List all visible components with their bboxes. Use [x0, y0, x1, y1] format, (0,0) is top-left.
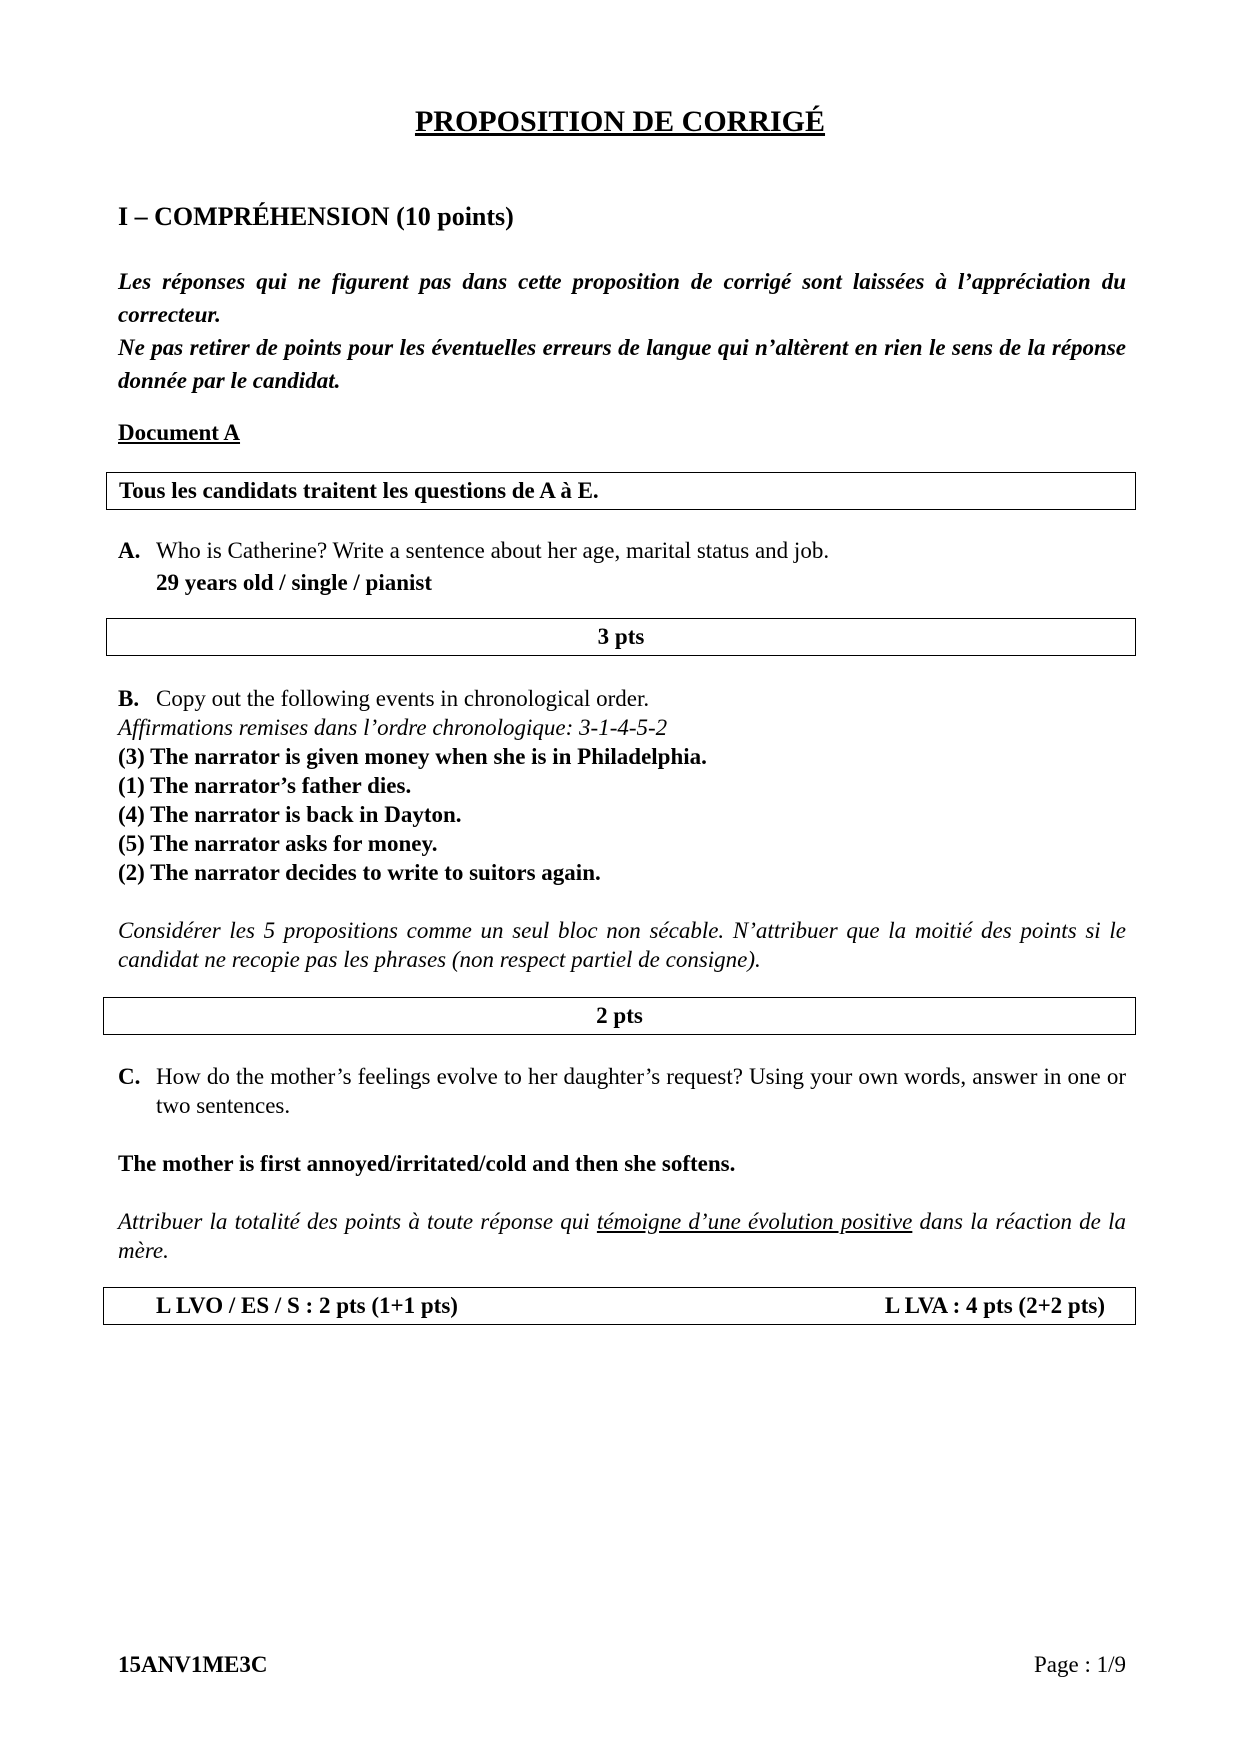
document-heading: Document A — [118, 420, 241, 445]
question-b-order-note: Affirmations remises dans l’ordre chronologique: 3-1-4-5-2 — [118, 715, 668, 740]
question-c-text: How do the mother’s feelings evolve to her daughter’s request? Using your own words, answer in one or two sentences. — [156, 1064, 1126, 1118]
question-c-letter: C. — [118, 1064, 141, 1089]
question-b-points: 2 pts — [103, 997, 1136, 1035]
points-lvo-es-s: L LVO / ES / S : 2 pts (1+1 pts) — [156, 1293, 458, 1318]
question-c-answer: The mother is first annoyed/irritated/cold and then she softens. — [118, 1151, 736, 1176]
event-item: (2) The narrator decides to write to suitors again. — [118, 860, 601, 885]
question-a-text: Who is Catherine? Write a sentence about her age, marital status and job. — [156, 538, 830, 563]
page-title: PROPOSITION DE CORRIGÉ — [414, 105, 826, 138]
footer-code: 15ANV1ME3C — [118, 1652, 268, 1677]
all-candidates-box: Tous les candidats traitent les questions de A à E. — [106, 472, 1136, 510]
question-b-grading-note: Considérer les 5 propositions comme un seul bloc non sécable. N’attribuer que la moitié des points si le candidat ne recopie pas les phrases (non respect partiel de consigne). — [118, 918, 1126, 972]
section-heading: I – COMPRÉHENSION (10 points) — [118, 202, 514, 231]
event-item: (5) The narrator asks for money. — [118, 831, 438, 856]
event-item: (4) The narrator is back in Dayton. — [118, 802, 462, 827]
points-lva: L LVA : 4 pts (2+2 pts) — [884, 1293, 1105, 1318]
grading-note-part: dans la réaction de la mère. — [118, 1209, 1126, 1263]
grading-note-part: Attribuer la totalité des points à toute réponse qui — [118, 1209, 597, 1234]
question-b-text: Copy out the following events in chronological order. — [156, 686, 650, 711]
question-a-answer: 29 years old / single / pianist — [156, 570, 433, 595]
question-a-points: 3 pts — [106, 618, 1136, 656]
question-c-grading-note — [118, 1207, 1126, 1265]
question-a-letter: A. — [118, 538, 141, 563]
question-c-points-box — [103, 1287, 1136, 1325]
question-b-letter: B. — [118, 686, 140, 711]
event-item: (3) The narrator is given money when she is in Philadelphia. — [118, 744, 707, 769]
footer-page-number: Page : 1/9 — [1034, 1652, 1126, 1677]
instruction-line-1: Les réponses qui ne figurent pas dans cette proposition de corrigé sont laissées à l’appréciation du correcteur. — [118, 269, 1126, 327]
grading-instructions — [118, 265, 1126, 397]
grading-note-underlined: témoigne d’une évolution positive — [596, 1209, 913, 1234]
instruction-line-2: Ne pas retirer de points pour les éventuelles erreurs de langue qui n’altèrent en rien le sens de la réponse donnée par le candidat. — [118, 335, 1126, 393]
event-item: (1) The narrator’s father dies. — [118, 773, 412, 798]
